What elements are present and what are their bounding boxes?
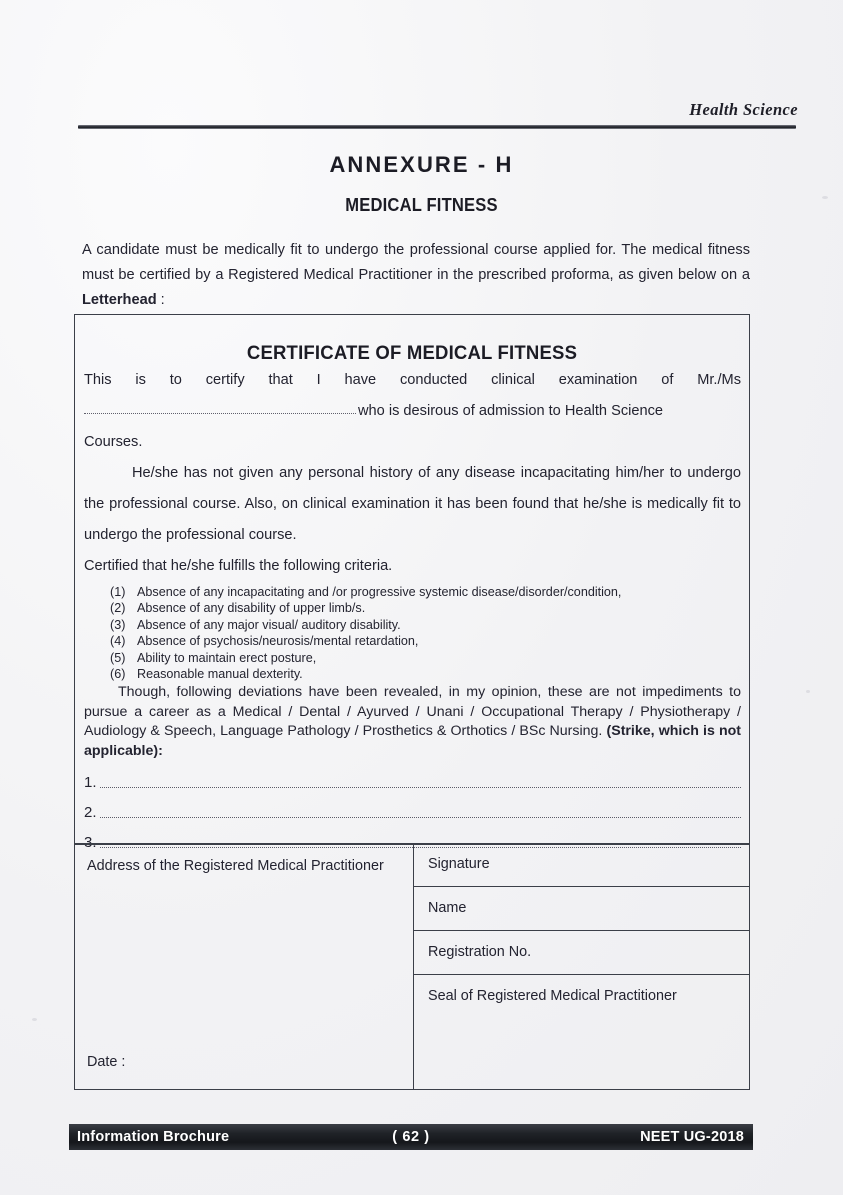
certify-line-3: Courses. — [84, 434, 143, 450]
footer-left-label: Information Brochure — [77, 1129, 230, 1145]
name-cell: Name — [414, 887, 749, 931]
certificate-paragraph-3: Certified that he/she fulfills the following criteria. — [84, 558, 393, 574]
page-title: ANNEXURE - H — [329, 152, 514, 177]
address-cell — [75, 843, 414, 1089]
criteria-text: Absence of any major visual/ auditory disability. — [137, 617, 401, 632]
deviation-blank-row — [84, 774, 741, 791]
criteria-item — [110, 584, 741, 600]
criteria-number: (2) — [110, 601, 126, 616]
criteria-text: Absence of any disability of upper limb/s. — [137, 601, 366, 616]
deviation-blank-line[interactable] — [100, 808, 741, 818]
certify-line-2 — [84, 396, 741, 427]
certificate-box — [74, 314, 750, 1090]
page-number: ( 62 ) — [392, 1129, 430, 1145]
blank-number: 1. — [84, 774, 97, 792]
criteria-number: (4) — [110, 634, 126, 649]
criteria-text: Absence of any incapacitating and /or progressive systemic disease/disorder/condition, — [137, 585, 622, 599]
signature-column — [414, 843, 749, 1089]
criteria-item — [110, 600, 741, 616]
certify-line-2-text: who is desirous of admission to Health Science — [358, 403, 664, 419]
registration-no-cell: Registration No. — [414, 931, 749, 975]
signature-cell: Signature — [414, 843, 749, 887]
running-head: Health Science — [689, 100, 798, 119]
deviation-text: Though, following deviations have been revealed, in my opinion, these are not impediments to pursue a career as a Medical / Dental / Ayurved / Unani / Occupational Therapy / Physiotherapy / Audiology & Speech, Language Pathology / Prosthetics & Orthotics / BSc Nursing. — [84, 684, 741, 740]
criteria-text: Ability to maintain erect posture, — [137, 650, 317, 665]
intro-text-after: : — [156, 292, 165, 308]
criteria-number: (5) — [110, 650, 126, 665]
criteria-list — [110, 584, 741, 682]
criteria-item — [110, 633, 741, 649]
practitioner-details-table — [75, 843, 749, 1089]
deviation-blank-line[interactable] — [100, 778, 741, 788]
page-subtitle: MEDICAL FITNESS — [345, 195, 498, 215]
criteria-number: (1) — [110, 585, 126, 599]
certificate-body — [75, 365, 749, 851]
certificate-paragraph-2: He/she has not given any personal history of any disease incapacitating him/her to undergo the professional course. Also, on clinical examination it has been found that he/she is medically fit to undergo the professional course. — [84, 465, 741, 543]
intro-paragraph — [82, 238, 750, 313]
scan-speckle — [32, 1018, 37, 1021]
certificate-heading: CERTIFICATE OF MEDICAL FITNESS — [246, 342, 578, 364]
deviation-blank-row — [84, 804, 741, 821]
candidate-name-blank[interactable] — [84, 401, 356, 414]
criteria-item — [110, 650, 741, 666]
letterhead-keyword: Letterhead — [82, 292, 157, 308]
criteria-item — [110, 666, 741, 682]
date-label: Date : — [87, 1054, 126, 1070]
criteria-number: (6) — [110, 667, 126, 682]
criteria-text: Absence of psychosis/neurosis/mental retardation, — [137, 634, 419, 649]
intro-text-before: A candidate must be medically fit to undergo the professional course applied for. The medical fitness must be certified by a Registered Medical Practitioner in the prescribed proforma, as given below on a — [82, 242, 750, 283]
strike-instruction: (Strike, which is not applicable): — [84, 723, 742, 759]
seal-cell: Seal of Registered Medical Practitioner — [428, 988, 677, 1004]
footer-right-label: NEET UG-2018 — [640, 1129, 744, 1145]
criteria-item — [110, 617, 741, 633]
page-footer — [69, 1124, 753, 1150]
scan-speckle — [806, 690, 810, 693]
criteria-text: Reasonable manual dexterity. — [137, 667, 303, 682]
address-label: Address of the Registered Medical Practitioner — [87, 858, 384, 874]
certify-line-1: This is to certify that I have conducted clinical examination of Mr./Ms — [84, 372, 741, 388]
deviation-paragraph — [84, 683, 741, 761]
header-rule — [78, 125, 796, 129]
criteria-number: (3) — [110, 617, 126, 632]
scan-speckle — [822, 196, 828, 199]
blank-number: 2. — [84, 804, 97, 822]
